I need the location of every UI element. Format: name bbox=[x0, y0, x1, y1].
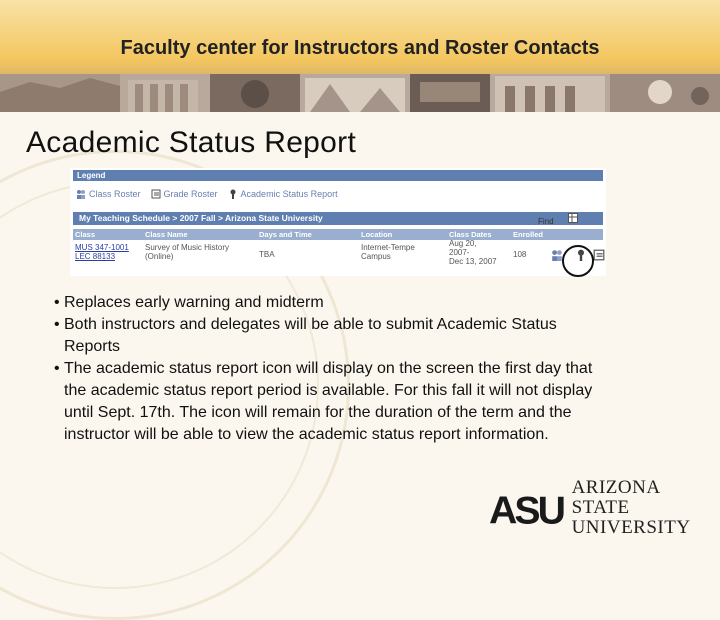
location-cell bbox=[361, 243, 415, 261]
legend-header: Legend bbox=[73, 170, 603, 181]
grade-sheet-icon bbox=[151, 189, 161, 199]
asu-logo-wordmark bbox=[572, 478, 720, 538]
legend-row bbox=[76, 187, 348, 201]
campus-photo-strip bbox=[0, 74, 720, 112]
svg-text:ASU: ASU bbox=[489, 488, 564, 528]
bullet-3-line2: the academic status report period is available. For this fall it will not display bbox=[64, 382, 593, 399]
class-number[interactable]: MUS 347-1001 bbox=[75, 243, 129, 252]
grid-view-icon[interactable] bbox=[568, 213, 578, 223]
bullet-1-line1: Replaces early warning and midterm bbox=[64, 294, 324, 311]
find-link[interactable]: Find bbox=[538, 217, 554, 226]
table-row bbox=[73, 241, 603, 274]
legend-item-grade-roster bbox=[151, 189, 218, 199]
col-class-name: Class Name bbox=[145, 230, 188, 239]
dates-line3: Dec 13, 2007 bbox=[449, 257, 497, 266]
col-class: Class bbox=[75, 230, 96, 239]
class-name-cell bbox=[145, 243, 229, 261]
asu-logo-line2: UNIVERSITY bbox=[571, 517, 691, 538]
class-link[interactable] bbox=[75, 243, 129, 261]
dates-line2: 2007- bbox=[449, 248, 470, 257]
legend-label-class-roster: Class Roster bbox=[89, 189, 141, 199]
header-banner bbox=[0, 0, 720, 112]
dates-line1: Aug 20, bbox=[449, 239, 477, 248]
faculty-center-screenshot bbox=[70, 168, 606, 276]
days-time-cell: TBA bbox=[259, 250, 275, 259]
schedule-header: My Teaching Schedule > 2007 Fall > Arizona State University bbox=[73, 212, 603, 225]
asu-logo-mark bbox=[489, 488, 566, 528]
slide-title: Academic Status Report bbox=[26, 126, 357, 159]
class-name-line1: Survey of Music History bbox=[145, 243, 230, 252]
legend-item-academic-status bbox=[228, 189, 338, 199]
header-title: Faculty center for Instructors and Roster Contacts bbox=[120, 37, 600, 59]
col-location: Location bbox=[361, 230, 393, 239]
class-name-line2: (Online) bbox=[145, 252, 174, 261]
academic-status-icon bbox=[228, 189, 238, 199]
bullet-2-line1: Both instructors and delegates will be able to submit Academic Status bbox=[64, 316, 557, 333]
bullet-2-line2: Reports bbox=[64, 338, 121, 355]
bullet-3-line4: instructor will be able to view the academic status report information. bbox=[64, 426, 549, 443]
grade-roster-icon[interactable] bbox=[593, 249, 605, 261]
asu-logo bbox=[489, 477, 720, 538]
table-header bbox=[73, 229, 603, 240]
highlight-circle bbox=[562, 245, 594, 277]
asu-logo-line1: ARIZONA STATE bbox=[571, 477, 660, 518]
legend-item-class-roster bbox=[76, 189, 141, 199]
location-line1: Internet-Tempe bbox=[361, 243, 415, 252]
legend-label-grade-roster: Grade Roster bbox=[163, 189, 218, 199]
people-icon bbox=[76, 189, 86, 199]
col-class-dates: Class Dates bbox=[449, 230, 492, 239]
class-section[interactable]: LEC 88133 bbox=[75, 252, 116, 261]
enrolled-cell: 108 bbox=[513, 250, 527, 259]
class-dates-cell bbox=[449, 239, 497, 266]
bullet-list bbox=[54, 292, 674, 446]
bullet-item: • Both instructors and delegates will be able to submit Academic Status Reports bbox=[54, 314, 674, 358]
location-line2: Campus bbox=[361, 252, 391, 261]
legend-label-academic-status: Academic Status Report bbox=[240, 189, 338, 199]
col-enrolled: Enrolled bbox=[513, 230, 544, 239]
bullet-item: • The academic status report icon will display on the screen the first day that the academic status report period is available. For this fall it will not display until Sept. 17th. The icon will remain for the duration of the term and the instructor will be able to view the academic status report information. bbox=[54, 358, 674, 446]
col-days-time: Days and Time bbox=[259, 230, 312, 239]
bullet-3-line3: until Sept. 17th. The icon will remain for the duration of the term and the bbox=[64, 404, 572, 421]
bullet-3-line1: The academic status report icon will display on the screen the first day that bbox=[64, 360, 593, 377]
bullet-item: • Replaces early warning and midterm bbox=[54, 292, 674, 314]
